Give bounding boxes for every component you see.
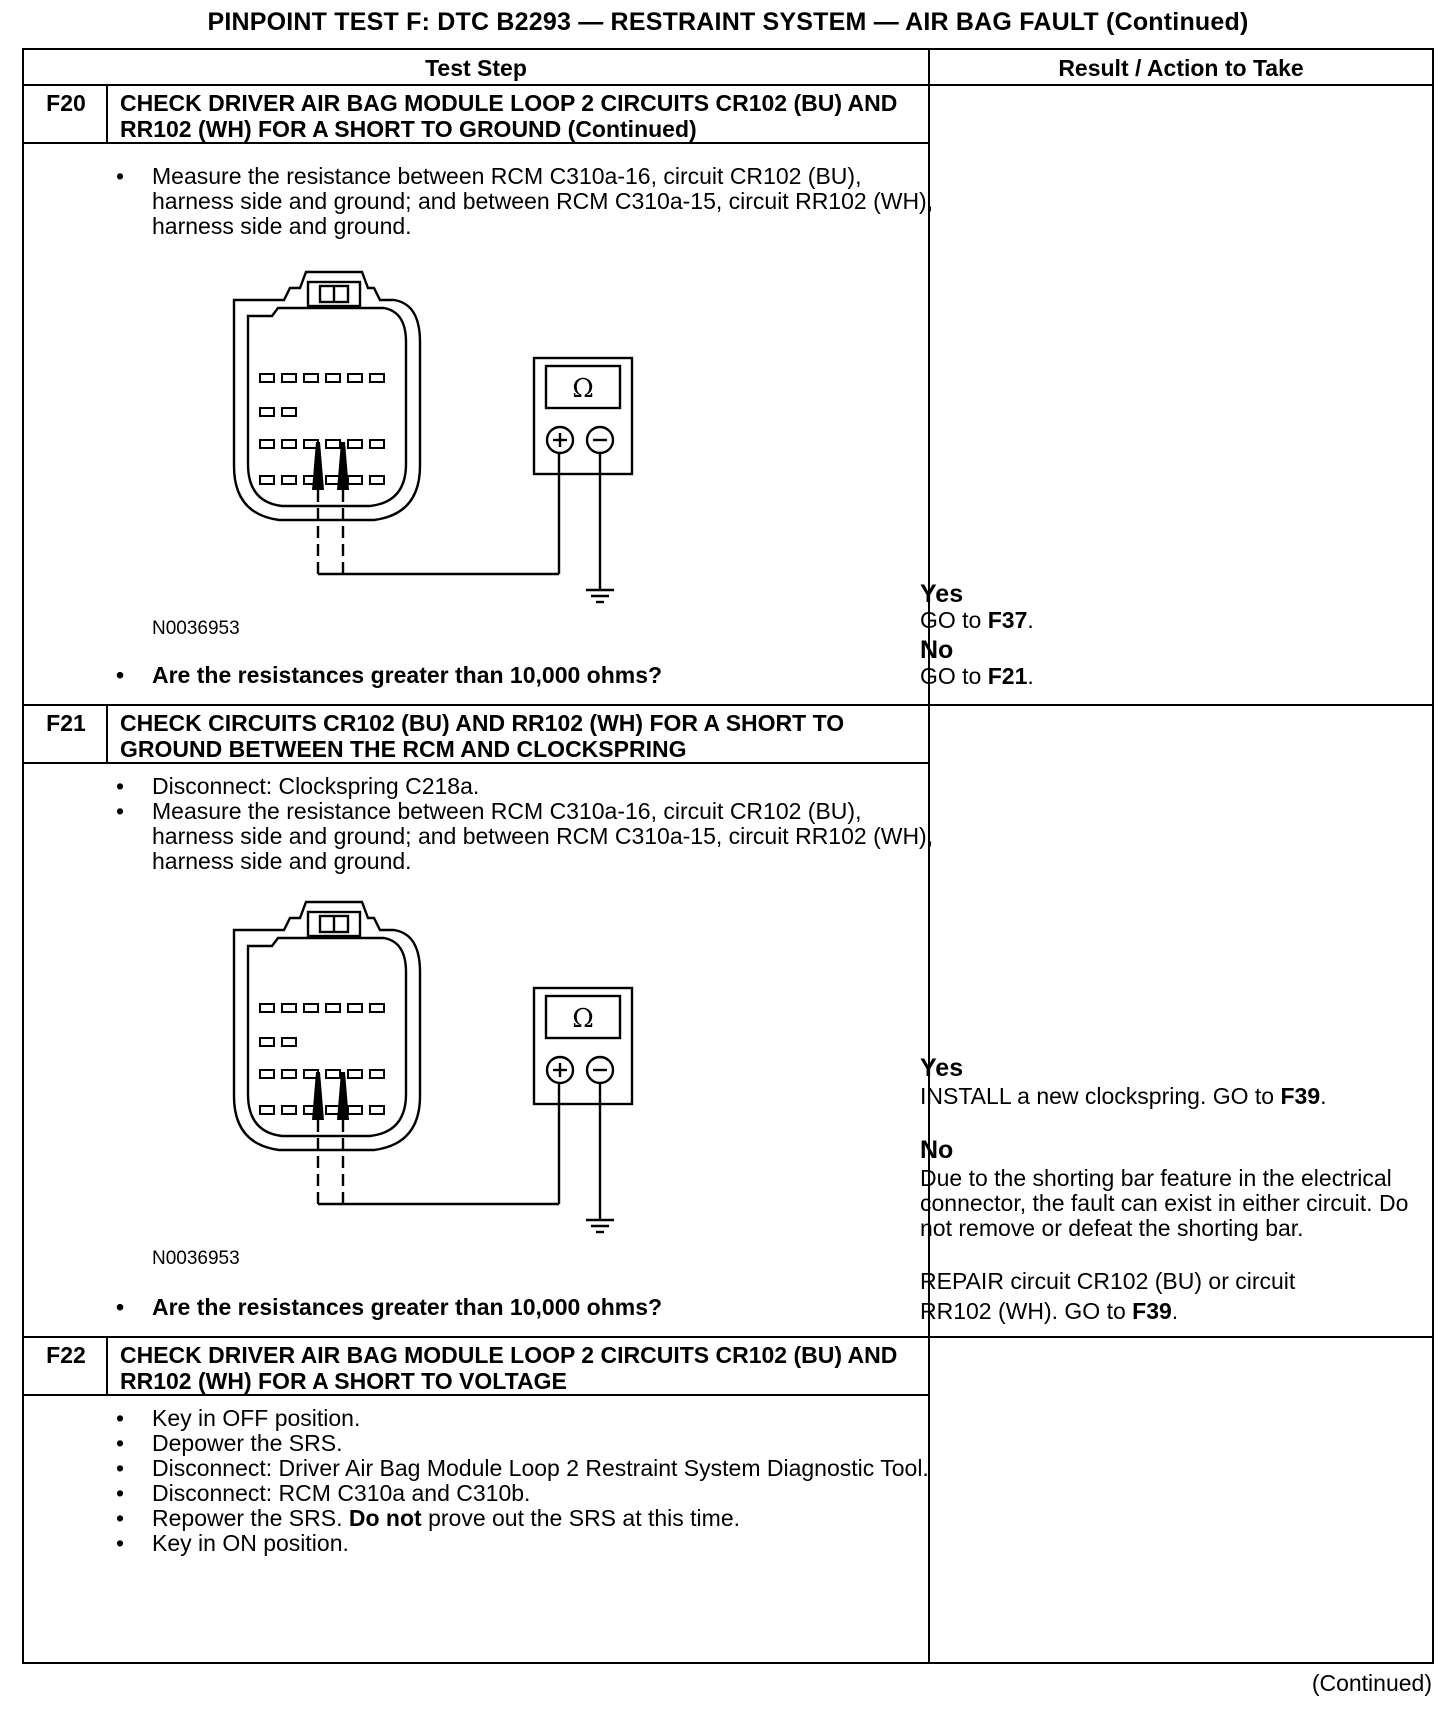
result-no-label-f20: No (920, 636, 954, 664)
bullet-item: • Depower the SRS. (116, 1431, 936, 1456)
header-result-action: Result / Action to Take (1058, 55, 1304, 81)
figure-id-f20: N0036953 (152, 618, 240, 639)
result-no-explanation-f21: Due to the shorting bar feature in the electrical connector, the fault can exist in either circuit. Do not remove or defeat the shorting bar. (920, 1165, 1409, 1241)
result-no-action-f21: REPAIR circuit CR102 (BU) or circuit RR102 (WH). GO to F39. (920, 1268, 1296, 1324)
bullet-item: • Key in OFF position. (116, 1406, 936, 1431)
ground-icon (586, 590, 614, 602)
result-no-action-f20: GO to F21. (920, 663, 1034, 689)
step-number-f22: F22 (46, 1342, 86, 1368)
result-no-label-f21: No (920, 1136, 954, 1164)
ohm-symbol: Ω (572, 1004, 594, 1034)
result-yes-action-f21: INSTALL a new clockspring. GO to F39. (920, 1083, 1327, 1109)
result-yes-label-f20: Yes (920, 580, 964, 608)
bullet-item-repower: • Repower the SRS. Do not prove out the SRS at this time. (116, 1506, 936, 1531)
figure-id-f21: N0036953 (152, 1248, 240, 1269)
step-question-f20: • Are the resistances greater than 10,000 ohms? (116, 662, 662, 688)
test-probes (312, 1072, 559, 1204)
result-yes-label-f21: Yes (920, 1054, 964, 1082)
step-bullets-f21 (116, 774, 936, 874)
ground-icon (586, 1220, 614, 1232)
step-bullets-f20 (116, 164, 936, 239)
step-bullets-f22 (116, 1406, 936, 1556)
bullet-item: • Measure the resistance between RCM C310a-16, circuit CR102 (BU), harness side and ground; and between RCM C310a-15, circuit RR102 (WH), harness side and ground. (116, 164, 936, 239)
connector-meter-diagram-f21 (234, 924, 654, 1254)
header-test-step: Test Step (425, 55, 527, 81)
connector-meter-diagram-f20 (234, 294, 654, 624)
page-title: PINPOINT TEST F: DTC B2293 — RESTRAINT SYSTEM — AIR BAG FAULT (Continued) (207, 8, 1249, 36)
test-probes (312, 442, 559, 574)
step-title-f21: CHECK CIRCUITS CR102 (BU) AND RR102 (WH) FOR A SHORT TO GROUND BETWEEN THE RCM AND CLOCKSPRING (120, 710, 845, 762)
pinpoint-test-table (22, 48, 1434, 1664)
step-number-f21: F21 (46, 710, 86, 736)
step-title-f22: CHECK DRIVER AIR BAG MODULE LOOP 2 CIRCUITS CR102 (BU) AND RR102 (WH) FOR A SHORT TO VOLTAGE (120, 1342, 898, 1394)
result-yes-action-f20: GO to F37. (920, 607, 1034, 633)
bullet-item: • Measure the resistance between RCM C310a-16, circuit CR102 (BU), harness side and ground; and between RCM C310a-15, circuit RR102 (WH), harness side and ground. (116, 799, 936, 874)
step-number-f20: F20 (46, 90, 86, 116)
bullet-item: • Key in ON position. (116, 1531, 936, 1556)
continued-footer: (Continued) (1311, 1670, 1432, 1696)
step-title-f20: CHECK DRIVER AIR BAG MODULE LOOP 2 CIRCUITS CR102 (BU) AND RR102 (WH) FOR A SHORT TO GROUND (Continued) (120, 90, 898, 142)
step-question-f21: • Are the resistances greater than 10,000 ohms? (116, 1294, 662, 1320)
bullet-item: • Disconnect: Clockspring C218a. (116, 774, 936, 799)
bullet-item: • Disconnect: Driver Air Bag Module Loop 2 Restraint System Diagnostic Tool. (116, 1456, 936, 1481)
bullet-item: • Disconnect: RCM C310a and C310b. (116, 1481, 936, 1506)
ohm-symbol: Ω (572, 374, 594, 404)
